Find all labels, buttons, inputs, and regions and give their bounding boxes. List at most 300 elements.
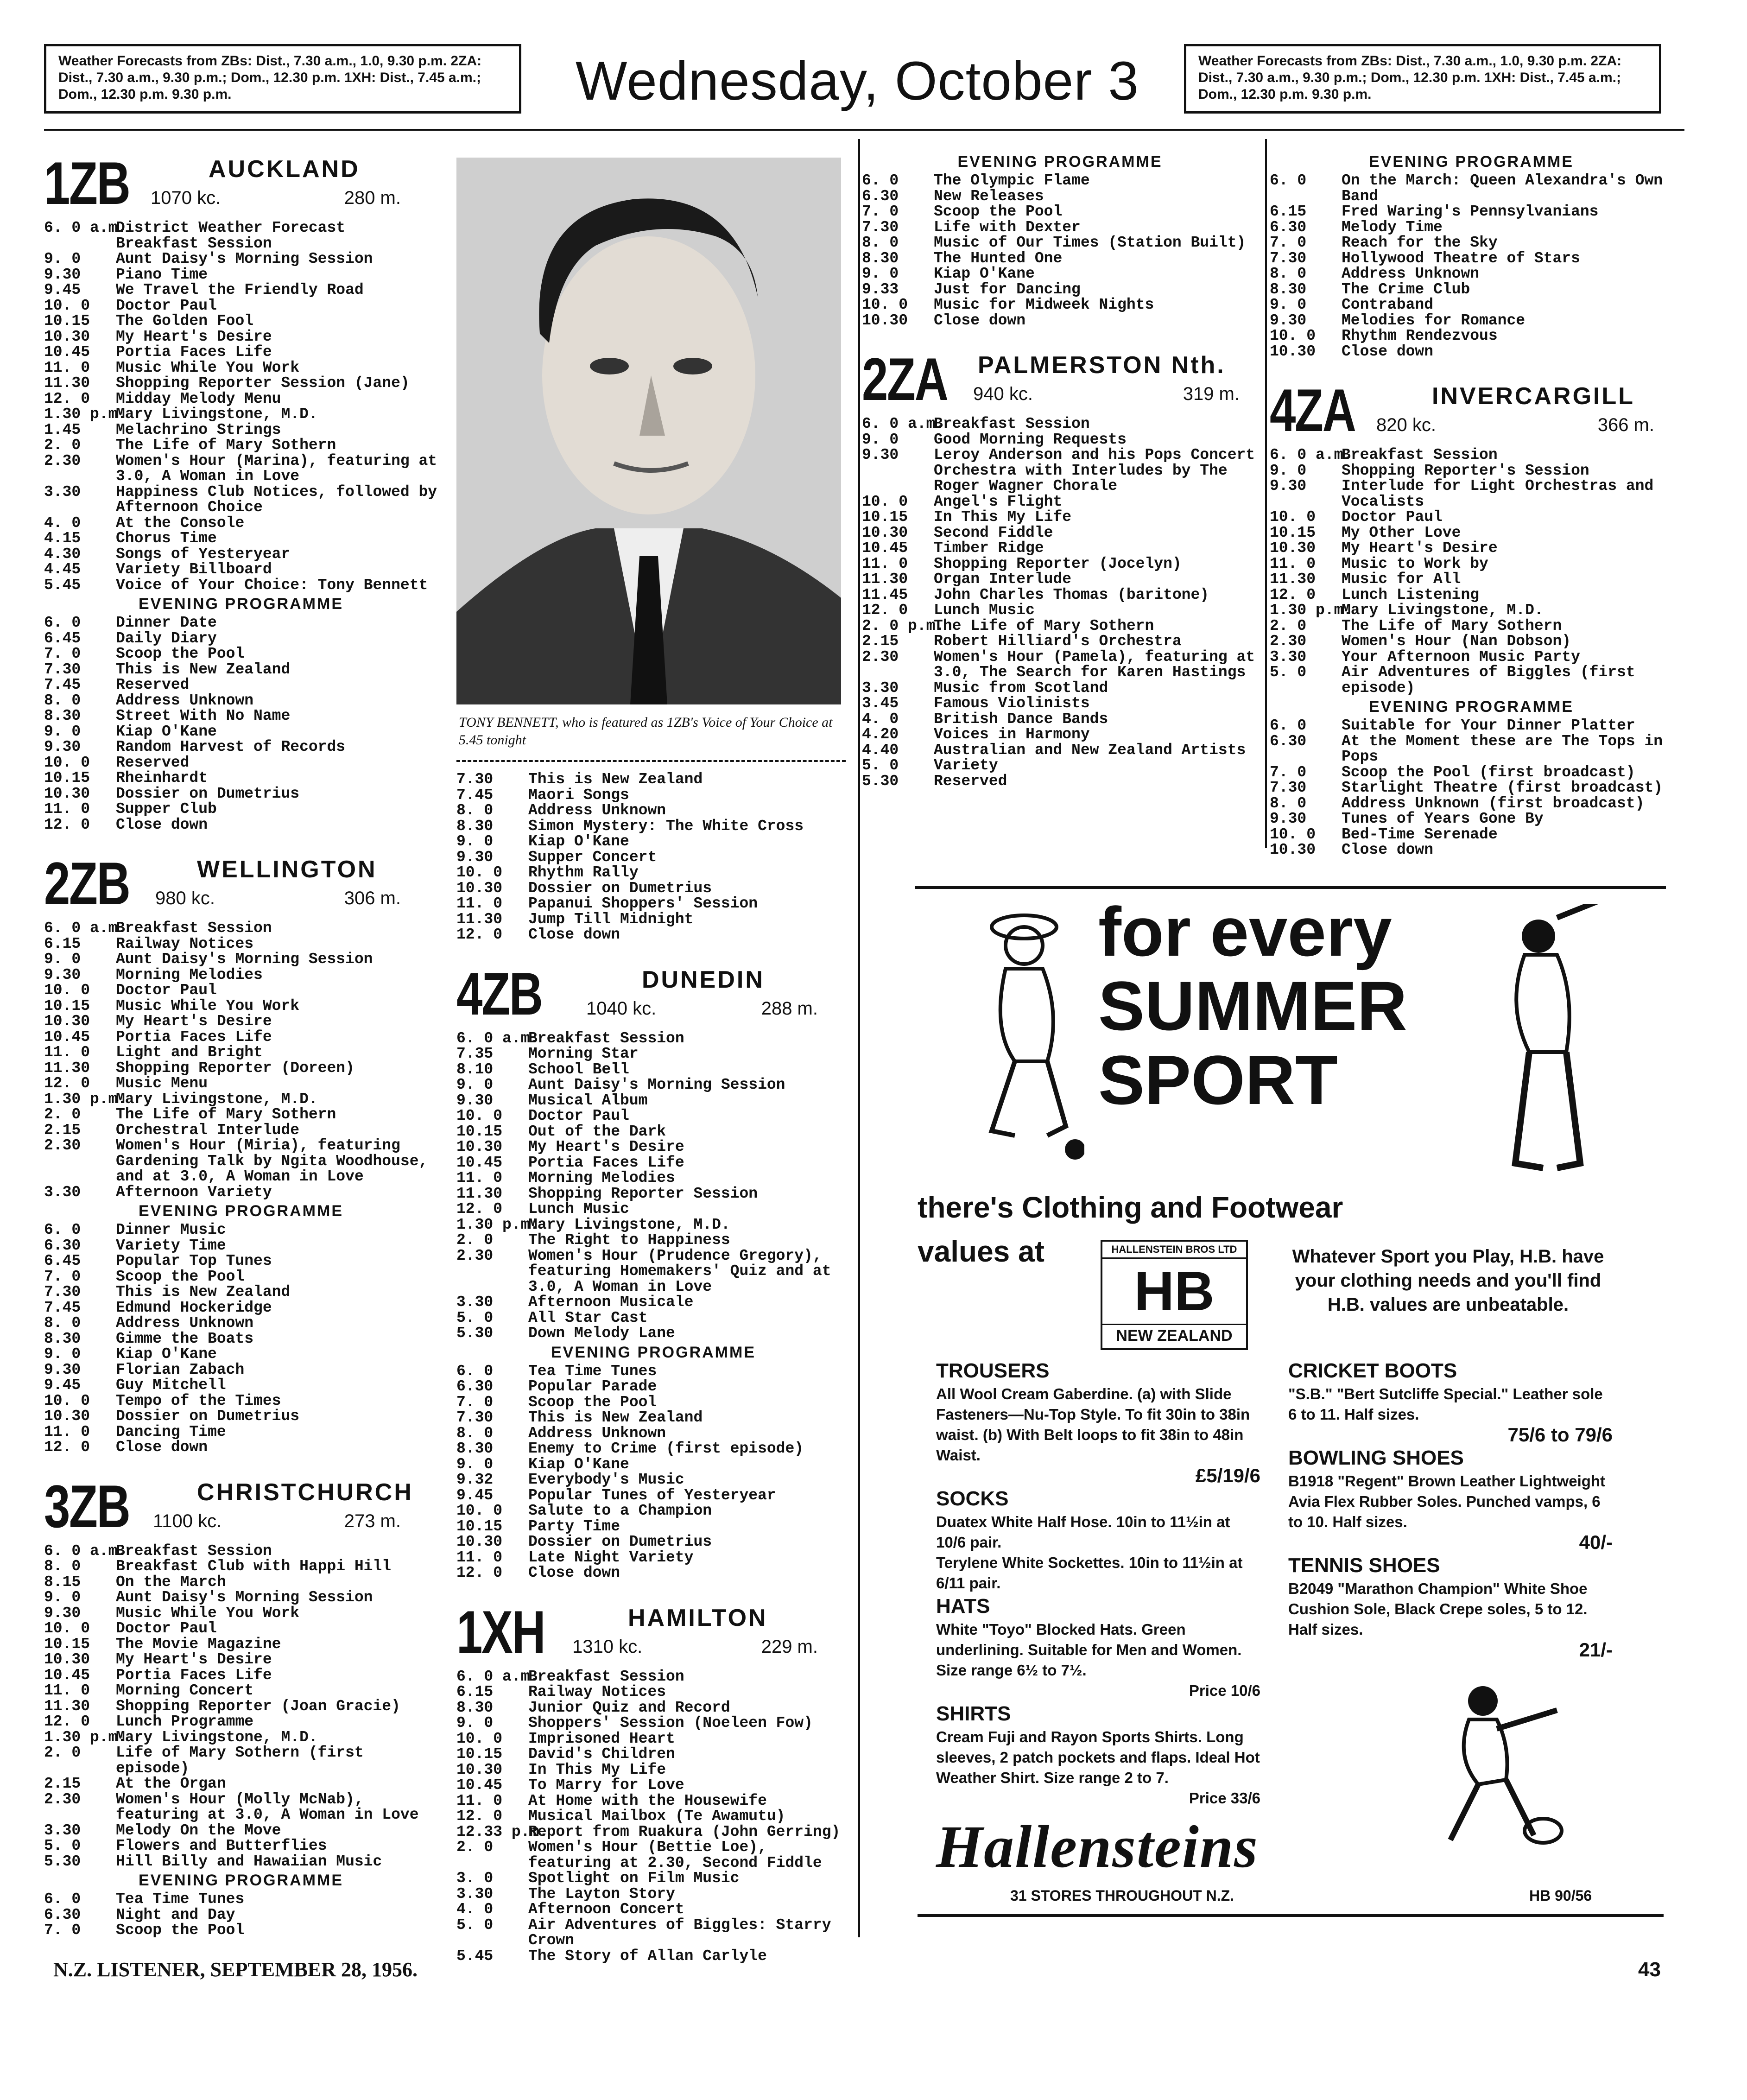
programme-time: 6. 0 a.m. bbox=[44, 920, 127, 937]
programme-title: Jump Till Midnight bbox=[528, 910, 694, 928]
programme-row bbox=[44, 920, 438, 936]
programme-title: Lunch Programme bbox=[116, 1713, 254, 1730]
programme-time: 9. 0 bbox=[456, 1714, 494, 1732]
programme-title: Street With No Name bbox=[116, 707, 291, 724]
programme-title: Close down bbox=[528, 926, 620, 943]
programme-time: 9. 0 bbox=[456, 1455, 494, 1473]
programme-time: 8. 0 bbox=[456, 1424, 494, 1442]
programme-time: 8.30 bbox=[456, 1699, 494, 1716]
programme-title: Close down bbox=[116, 816, 208, 833]
programme-row bbox=[1270, 718, 1673, 734]
station-wavelength: 319 m. bbox=[1183, 384, 1240, 404]
programme-time: 10.30 bbox=[1270, 841, 1316, 858]
programme-row bbox=[1270, 251, 1673, 266]
programme-row bbox=[44, 1652, 438, 1668]
programme-time: 8.30 bbox=[456, 1440, 494, 1457]
programme-time: 6. 0 bbox=[44, 1891, 81, 1908]
programme-time: 7.30 bbox=[1270, 249, 1307, 267]
programme-row bbox=[1270, 765, 1673, 780]
programme-title: Robert Hilliard's Orchestra bbox=[934, 633, 1182, 650]
programme-row bbox=[456, 1379, 850, 1395]
programme-row bbox=[862, 618, 1258, 634]
programme-time: 2.30 bbox=[456, 1247, 494, 1264]
programme-time: 9. 0 bbox=[44, 723, 81, 740]
programme-title: Kiap O'Kane bbox=[116, 723, 217, 740]
programme-title: Breakfast Session bbox=[116, 920, 272, 937]
programme-title: Out of the Dark bbox=[528, 1123, 666, 1140]
programme-title: Down Melody Lane bbox=[528, 1325, 675, 1342]
programme-row bbox=[456, 1746, 850, 1762]
programme-time: 6. 0 a.m. bbox=[862, 415, 945, 432]
programme-time: 11.30 bbox=[862, 571, 908, 588]
programme-time: 3.45 bbox=[862, 695, 899, 712]
programme-row bbox=[44, 1284, 438, 1300]
programme-time: 7. 0 bbox=[44, 1922, 81, 1939]
evening-heading: EVENING PROGRAMME bbox=[138, 1872, 344, 1889]
programme-title: Melody Time bbox=[1342, 218, 1443, 236]
programme-title: Women's Hour (Prudence Gregory), featuring Homemakers' Quiz and at 3.0, A Woman in Love bbox=[528, 1247, 831, 1295]
programme-time: 10. 0 bbox=[44, 754, 90, 771]
programme-title: Life with Dexter bbox=[934, 218, 1081, 236]
programme-time: 10.45 bbox=[456, 1154, 503, 1171]
programme-row bbox=[1270, 556, 1673, 572]
programme-title: Melodies for Romance bbox=[1342, 311, 1525, 329]
programme-time: 1.45 bbox=[44, 421, 81, 438]
programme-title: Address Unknown bbox=[1342, 265, 1480, 282]
programme-row bbox=[456, 896, 850, 912]
programme-row bbox=[456, 1062, 850, 1078]
programme-row bbox=[44, 1637, 438, 1652]
programme-title: Contraband bbox=[1342, 296, 1434, 313]
programme-time: 8. 0 bbox=[44, 1314, 81, 1332]
programme-time: 10.15 bbox=[44, 1635, 90, 1653]
station-city: INVERCARGILL bbox=[1432, 383, 1635, 410]
programme-time: 11. 0 bbox=[44, 800, 90, 818]
programme-title: Tempo of the Times bbox=[116, 1392, 281, 1409]
programme-title: The Crime Club bbox=[1342, 280, 1470, 298]
programme-row bbox=[1270, 540, 1673, 556]
programme-title: Timber Ridge bbox=[934, 539, 1044, 557]
programme-title: All Star Cast bbox=[528, 1309, 648, 1326]
programme-time: 5. 0 bbox=[862, 757, 899, 774]
trousers-price: £5/19/6 bbox=[1195, 1465, 1260, 1486]
programme-title: Music to Work by bbox=[1342, 555, 1488, 572]
programme-title: Night and Day bbox=[116, 1906, 235, 1923]
programme-title: Kiap O'Kane bbox=[528, 1455, 629, 1473]
programme-title: Musical Mailbox (Te Awamutu) bbox=[528, 1808, 785, 1825]
programme-row bbox=[1270, 344, 1673, 360]
programme-title: Guy Mitchell bbox=[116, 1377, 226, 1394]
programme-time: 6.15 bbox=[1270, 203, 1307, 220]
programme-time: 3.30 bbox=[1270, 648, 1307, 666]
programme-time: 2. 0 bbox=[44, 1106, 81, 1123]
programme-row bbox=[456, 1170, 850, 1186]
station-header-1xh bbox=[456, 1599, 850, 1669]
programme-row bbox=[862, 282, 1258, 298]
programme-title: New Releases bbox=[934, 187, 1044, 205]
programme-row bbox=[44, 1014, 438, 1029]
programme-title: Songs of Yesteryear bbox=[116, 545, 291, 563]
programme-time: 9. 0 bbox=[1270, 296, 1307, 313]
programme-time: 10.30 bbox=[862, 311, 908, 329]
programme-title: Dossier on Dumetrius bbox=[528, 1533, 712, 1550]
programme-title: Rheinhardt bbox=[116, 769, 208, 787]
programme-title: Music While You Work bbox=[116, 359, 300, 376]
programme-row bbox=[1270, 313, 1673, 329]
programme-row bbox=[44, 1621, 438, 1637]
programme-title: Close down bbox=[1342, 343, 1434, 360]
programme-time: 5.45 bbox=[44, 576, 81, 594]
programme-title: The Layton Story bbox=[528, 1885, 675, 1903]
programme-time: 10.30 bbox=[862, 524, 908, 541]
programme-time: 10.45 bbox=[44, 1028, 90, 1046]
tennis-text: B2049 "Marathon Champion" White Shoe Cushion Sole, Black Crepe soles, 5 to 12. Half sizes. bbox=[1288, 1580, 1588, 1638]
programme-row bbox=[1270, 827, 1673, 843]
page-number: 43 bbox=[1638, 1958, 1661, 1981]
programme-row bbox=[1270, 509, 1673, 525]
trousers-text: All Wool Cream Gaberdine. (a) with Slide Fasteners—Nu-Top Style. To fit 30in to 38in waist. (b) With Belt loops to fit 38in to 48in Waist. bbox=[936, 1385, 1250, 1464]
programme-title: Morning Melodies bbox=[116, 966, 263, 983]
ad-bottom-rule bbox=[918, 1914, 1664, 1917]
programme-time: 11. 0 bbox=[456, 1792, 503, 1809]
programme-row bbox=[44, 1440, 438, 1455]
programme-title: The Life of Mary Sothern bbox=[116, 1106, 336, 1123]
programme-title: Kiap O'Kane bbox=[116, 1345, 217, 1363]
programme-title: Spotlight on Film Music bbox=[528, 1870, 740, 1887]
programme-title: Junior Quiz and Record bbox=[528, 1699, 730, 1716]
programme-time: 2.30 bbox=[862, 648, 899, 666]
programme-time: 12. 0 bbox=[1270, 586, 1316, 603]
programme-row bbox=[44, 1854, 438, 1870]
programme-row bbox=[44, 1315, 438, 1331]
programme-title: The Golden Fool bbox=[116, 312, 254, 330]
programme-row bbox=[456, 1031, 850, 1047]
programme-title: The Movie Magazine bbox=[116, 1635, 281, 1653]
programme-row bbox=[1270, 634, 1673, 649]
programme-time: 7.45 bbox=[44, 1299, 81, 1316]
programme-row bbox=[44, 677, 438, 693]
programme-time: 8. 0 bbox=[44, 692, 81, 709]
evening-heading: EVENING PROGRAMME bbox=[957, 153, 1163, 171]
programme-title: Report from Ruakura (John Gerring) bbox=[528, 1823, 841, 1840]
programme-time: 6. 0 bbox=[44, 614, 81, 631]
programme-title: Light and Bright bbox=[116, 1044, 263, 1061]
programme-time: 10. 0 bbox=[456, 1730, 503, 1747]
programme-time: 9.30 bbox=[44, 1604, 81, 1622]
programme-time: 10.30 bbox=[456, 1761, 503, 1778]
programme-title: Popular Tunes of Yesteryear bbox=[528, 1486, 776, 1504]
programme-row bbox=[1270, 603, 1673, 618]
programme-title: Australian and New Zealand Artists bbox=[934, 741, 1246, 759]
ad-code: HB 90/56 bbox=[1529, 1887, 1592, 1904]
programme-row bbox=[44, 1393, 438, 1409]
programme-row bbox=[456, 1232, 850, 1248]
station-wavelength: 280 m. bbox=[344, 188, 401, 208]
programme-time: 10. 0 bbox=[44, 982, 90, 999]
programme-title: The Olympic Flame bbox=[934, 172, 1090, 189]
programme-time: 2. 0 bbox=[456, 1231, 494, 1249]
programme-row bbox=[44, 406, 438, 422]
station-wavelength: 288 m. bbox=[761, 998, 818, 1019]
programme-row bbox=[862, 509, 1258, 525]
programme-title: Shoppers' Session (Noeleen Fow) bbox=[528, 1714, 813, 1732]
programme-row bbox=[456, 1046, 850, 1062]
programme-row bbox=[456, 1310, 850, 1326]
programme-time: 11. 0 bbox=[1270, 555, 1316, 572]
programme-title: Interlude for Light Orchestras and Vocalists bbox=[1342, 477, 1654, 510]
programme-time: 9. 0 bbox=[862, 265, 899, 282]
programme-time: 4.45 bbox=[44, 561, 81, 578]
programme-time: 10. 0 bbox=[862, 296, 908, 313]
programme-title: At the Organ bbox=[116, 1775, 226, 1792]
programme-title: Shopping Reporter Session (Jane) bbox=[116, 374, 410, 392]
programme-time: 12. 0 bbox=[456, 1564, 503, 1581]
programme-time: 6.30 bbox=[44, 1237, 81, 1254]
programme-row bbox=[456, 1124, 850, 1140]
programme-title: My Heart's Desire bbox=[1342, 539, 1498, 557]
programme-time: 6. 0 a.m. bbox=[456, 1668, 539, 1685]
station-city: AUCKLAND bbox=[209, 156, 360, 183]
programme-title: Mary Livingstone, M.D. bbox=[116, 1728, 318, 1746]
programme-row bbox=[862, 494, 1258, 510]
programme-row bbox=[862, 634, 1258, 649]
programme-time: 2.15 bbox=[862, 633, 899, 650]
programme-row bbox=[456, 1093, 850, 1109]
programme-row bbox=[44, 1776, 438, 1792]
programme-time: 11. 0 bbox=[456, 1548, 503, 1566]
programme-title: David's Children bbox=[528, 1745, 675, 1763]
programme-row bbox=[44, 801, 438, 817]
station-header-4zb bbox=[456, 961, 850, 1031]
bowling-text: B1918 "Regent" Brown Leather Lightweight Avia Flex Rubber Soles. Punched vamps, 6 to 10. Half sizes. bbox=[1288, 1472, 1606, 1530]
cricket-price: 75/6 to 79/6 bbox=[1507, 1424, 1613, 1446]
programme-time: 10.30 bbox=[1270, 343, 1316, 360]
programme-row bbox=[44, 360, 438, 376]
programme-time: 3.30 bbox=[456, 1294, 494, 1311]
brand-logo: Hallensteins bbox=[936, 1814, 1259, 1880]
logo-top-text: HALLENSTEIN BROS LTD bbox=[1102, 1242, 1246, 1259]
programme-time: 4. 0 bbox=[456, 1901, 494, 1918]
weather-box-right bbox=[1184, 44, 1661, 114]
programme-title: British Dance Bands bbox=[934, 710, 1108, 728]
programme-row bbox=[44, 936, 438, 952]
programme-row bbox=[862, 711, 1258, 727]
programme-title: Afternoon Variety bbox=[116, 1183, 272, 1201]
evening-heading: EVENING PROGRAMME bbox=[551, 1343, 756, 1361]
programme-title: Music for All bbox=[1342, 571, 1461, 588]
programme-title: Women's Hour (Nan Dobson) bbox=[1342, 633, 1571, 650]
programme-title: My Other Love bbox=[1342, 524, 1461, 541]
programme-row bbox=[862, 758, 1258, 774]
tennis-player-illustration bbox=[1418, 1682, 1585, 1859]
bowling-heading: BOWLING SHOES bbox=[1288, 1447, 1464, 1469]
programme-title: Tunes of Years Gone By bbox=[1342, 810, 1544, 827]
weather-text: Weather Forecasts from ZBs: Dist., 7.30 a.m., 1.0, 9.30 p.m. 2ZA: Dist., 7.30 a.m., 9.30 p.m.; Dom., 12.30 p.m. 1XH: Dist., 7.45 a.m.; Dom., 12.30 p.m. 9.30 p.m. bbox=[1198, 53, 1622, 102]
programme-title: Orchestral Interlude bbox=[116, 1121, 300, 1139]
programme-title: Daily Diary bbox=[116, 629, 217, 647]
column-3 bbox=[862, 151, 1258, 789]
programme-row bbox=[862, 189, 1258, 204]
programme-row bbox=[456, 1441, 850, 1457]
programme-title: We Travel the Friendly Road bbox=[116, 281, 364, 298]
programme-row bbox=[1270, 811, 1673, 827]
programme-row bbox=[862, 556, 1258, 572]
programme-title: The Hunted One bbox=[934, 249, 1063, 267]
programme-time: 12. 0 bbox=[44, 1439, 90, 1456]
programme-row bbox=[1270, 618, 1673, 634]
programme-time: 10. 0 bbox=[456, 1502, 503, 1519]
programme-row bbox=[44, 313, 438, 329]
programme-time: 6. 0 a.m. bbox=[44, 1542, 127, 1560]
programme-time: 10.30 bbox=[44, 1408, 90, 1425]
station-frequency: 980 kc. bbox=[155, 888, 215, 908]
programme-time: 12. 0 bbox=[862, 602, 908, 619]
programme-time: 5.30 bbox=[456, 1325, 494, 1342]
programme-row bbox=[456, 1488, 850, 1504]
programme-time: 10. 0 bbox=[44, 297, 90, 314]
programme-row bbox=[44, 1029, 438, 1045]
programme-time: 7. 0 bbox=[1270, 763, 1307, 781]
programme-row bbox=[456, 865, 850, 881]
station-header-2za bbox=[862, 347, 1258, 416]
programme-time: 3.30 bbox=[44, 1821, 81, 1839]
programme-title: Portia Faces Life bbox=[116, 343, 272, 361]
programme-row bbox=[44, 1838, 438, 1854]
programme-row bbox=[44, 724, 438, 740]
programme-time: 9.45 bbox=[44, 281, 81, 298]
programme-time: 11. 0 bbox=[44, 359, 90, 376]
programme-row bbox=[44, 531, 438, 546]
programme-row bbox=[44, 438, 438, 453]
programme-time: 10.30 bbox=[44, 328, 90, 345]
programme-title: Address Unknown bbox=[116, 1314, 254, 1332]
programme-title: In This My Life bbox=[528, 1761, 666, 1778]
trousers-heading: TROUSERS bbox=[936, 1359, 1050, 1382]
programme-time: 5.30 bbox=[44, 1853, 81, 1870]
programme-row bbox=[44, 1138, 438, 1185]
programme-time: 5. 0 bbox=[456, 1309, 494, 1326]
programme-title: On the March bbox=[116, 1573, 226, 1591]
station-header-1zb bbox=[44, 151, 438, 220]
hb-logo bbox=[1101, 1240, 1248, 1350]
ad-intro: Whatever Sport you Play, H.B. have your clothing needs and you'll find H.B. values are unbeatable. bbox=[1292, 1246, 1604, 1315]
logo-hb: HB bbox=[1134, 1260, 1215, 1322]
programme-row bbox=[44, 786, 438, 802]
programme-time: 9.30 bbox=[456, 848, 494, 866]
programme-row bbox=[456, 1426, 850, 1441]
programme-time: 8. 0 bbox=[1270, 265, 1307, 282]
programme-title: Breakfast Club with Happi Hill bbox=[116, 1558, 392, 1575]
programme-time: 2. 0 bbox=[1270, 617, 1307, 634]
programme-title: The Life of Mary Sothern bbox=[1342, 617, 1562, 634]
programme-row bbox=[44, 515, 438, 531]
programme-time: 7.30 bbox=[1270, 779, 1307, 796]
programme-title: Breakfast Session bbox=[934, 415, 1090, 432]
programme-row bbox=[1270, 173, 1673, 204]
programme-title: Kiap O'Kane bbox=[934, 265, 1035, 282]
programme-time: 12. 0 bbox=[44, 816, 90, 833]
station-call-sign: 4ZB bbox=[456, 959, 542, 1028]
programme-row bbox=[44, 1060, 438, 1076]
programme-title: Railway Notices bbox=[528, 1683, 666, 1700]
programme-time: 6.30 bbox=[862, 187, 899, 205]
programme-time: 6. 0 bbox=[862, 172, 899, 189]
programme-time: 10.30 bbox=[44, 1013, 90, 1030]
programme-time: 5. 0 bbox=[456, 1916, 494, 1934]
programme-row bbox=[1270, 478, 1673, 509]
programme-title: At the Moment these are The Tops in Pops bbox=[1342, 732, 1663, 765]
programme-row bbox=[44, 708, 438, 724]
programme-row bbox=[44, 1076, 438, 1091]
ad-sub-2: values at bbox=[918, 1235, 1044, 1268]
programme-title: Supper Concert bbox=[528, 848, 657, 866]
logo-bottom-text: NEW ZEALAND bbox=[1102, 1324, 1246, 1346]
programme-title: Variety Time bbox=[116, 1237, 226, 1254]
programme-title: My Heart's Desire bbox=[116, 328, 272, 345]
programme-time: 9.30 bbox=[1270, 477, 1307, 495]
cricket-text: "S.B." "Bert Sutcliffe Special." Leather sole 6 to 11. Half sizes. bbox=[1288, 1385, 1603, 1423]
programme-title: Famous Violinists bbox=[934, 695, 1090, 712]
stores-text: 31 STORES THROUGHOUT N.Z. bbox=[1010, 1887, 1234, 1904]
programme-time: 7. 0 bbox=[1270, 234, 1307, 251]
programme-time: 3.30 bbox=[44, 1183, 81, 1201]
programme-time: 12. 0 bbox=[44, 1713, 90, 1730]
programme-row bbox=[456, 1457, 850, 1472]
programme-time: 9. 0 bbox=[44, 1589, 81, 1606]
programme-row bbox=[44, 952, 438, 967]
programme-title: Mary Livingstone, M.D. bbox=[116, 1090, 318, 1108]
programme-title: This is New Zealand bbox=[116, 660, 291, 678]
station-wavelength: 306 m. bbox=[344, 888, 401, 908]
programme-time: 9.30 bbox=[456, 1091, 494, 1109]
station-header-4za bbox=[1270, 378, 1673, 447]
programme-title: The Life of Mary Sothern bbox=[934, 617, 1154, 634]
programme-row bbox=[456, 1364, 850, 1379]
programme-time: 9. 0 bbox=[456, 1076, 494, 1093]
programme-title: Close down bbox=[528, 1564, 620, 1581]
programme-time: 9.45 bbox=[456, 1486, 494, 1504]
programme-title: Suitable for Your Dinner Platter bbox=[1342, 717, 1635, 734]
programme-time: 10.45 bbox=[862, 539, 908, 557]
programme-row bbox=[1270, 842, 1673, 858]
programme-time: 4.20 bbox=[862, 726, 899, 743]
programme-row bbox=[1270, 266, 1673, 282]
programme-row bbox=[456, 1395, 850, 1410]
station-wavelength: 229 m. bbox=[761, 1636, 818, 1657]
programme-row bbox=[862, 696, 1258, 711]
column-divider bbox=[858, 139, 860, 848]
programme-time: 10.30 bbox=[44, 1651, 90, 1668]
programme-row bbox=[44, 693, 438, 709]
programme-title: Doctor Paul bbox=[116, 297, 217, 314]
programme-row bbox=[862, 649, 1258, 680]
programme-title: Second Fiddle bbox=[934, 524, 1053, 541]
programme-title: Mary Livingstone, M.D. bbox=[116, 406, 318, 423]
programme-title: Melachrino Strings bbox=[116, 421, 281, 438]
programme-title: Just for Dancing bbox=[934, 280, 1081, 298]
programme-title: Kiap O'Kane bbox=[528, 833, 629, 850]
programme-time: 12.33 p.m. bbox=[456, 1823, 549, 1840]
programme-time: 8. 0 bbox=[44, 1558, 81, 1575]
programme-time: 6. 0 a.m. bbox=[44, 219, 127, 236]
programme-title: Variety Billboard bbox=[116, 561, 272, 578]
programme-time: 8.30 bbox=[1270, 280, 1307, 298]
programme-row bbox=[456, 1793, 850, 1809]
column-1 bbox=[44, 151, 438, 1938]
programme-row bbox=[44, 1346, 438, 1362]
programme-row bbox=[44, 631, 438, 647]
programme-title: Shopping Reporter's Session bbox=[1342, 462, 1589, 479]
